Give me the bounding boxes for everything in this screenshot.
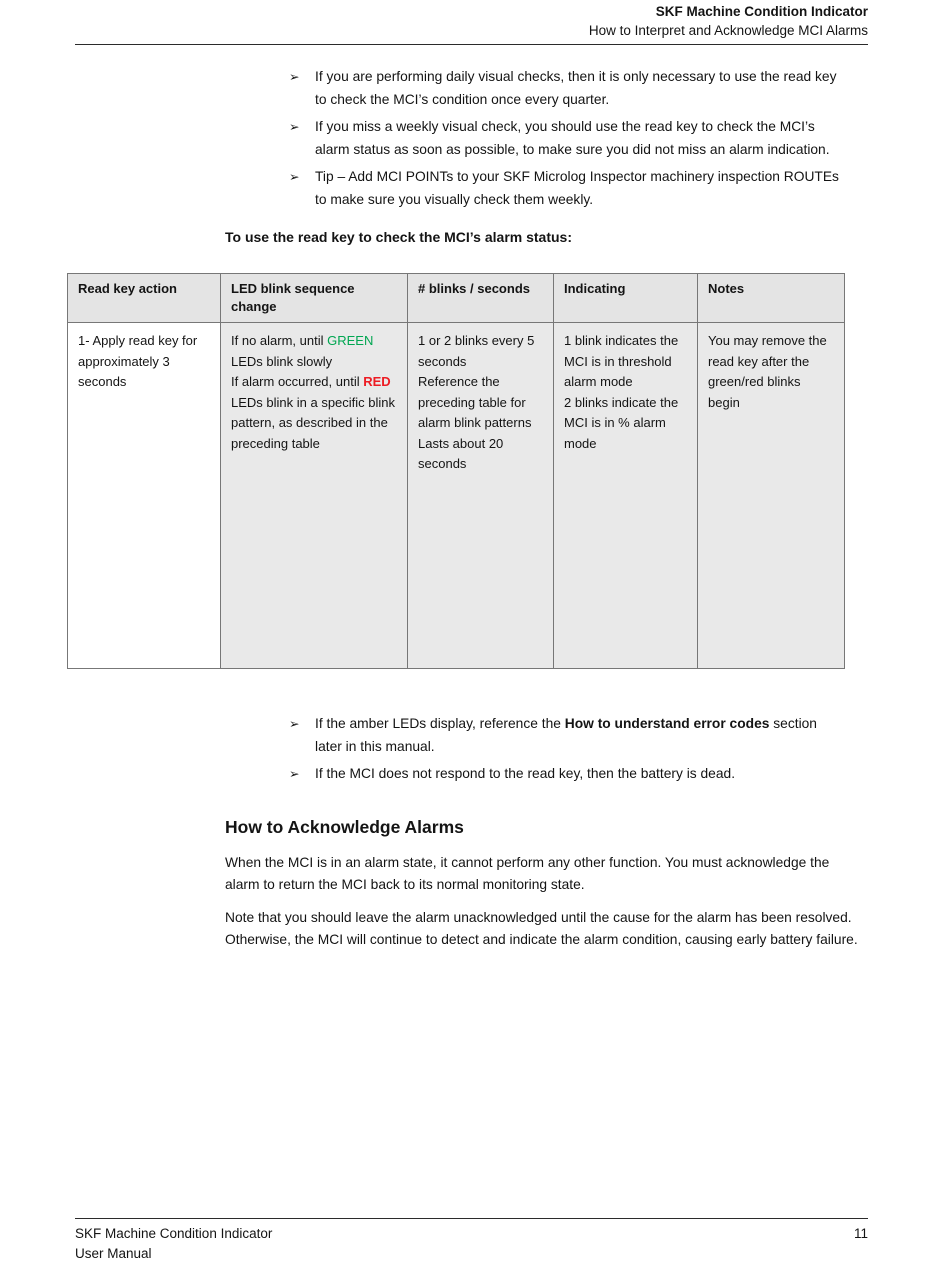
red-led-label: RED (363, 374, 391, 389)
cell-blinks-seconds (408, 323, 554, 669)
col-header-led-blink-sequence: LED blink sequence change (221, 274, 408, 323)
cell-notes (698, 323, 845, 669)
page-footer (75, 1218, 868, 1264)
footer-left (75, 1224, 272, 1264)
table-intro-heading: To use the read key to check the MCI’s alarm status: (225, 229, 572, 245)
section-heading-acknowledge-alarms: How to Acknowledge Alarms (225, 816, 464, 837)
led-alarm-text: LEDs blink in a specific blink pattern, as described in the preceding table (231, 394, 396, 451)
page-number: 11 (853, 1226, 868, 1241)
header-subtitle: How to Interpret and Acknowledge MCI Alarms (588, 23, 868, 38)
led-alarm-text: If alarm occurred, until (231, 374, 364, 389)
footer-subtitle: User Manual (75, 1246, 152, 1261)
bullet-text-part: section later in this manual. (315, 716, 817, 754)
body-paragraph: When the MCI is in an alarm state, it cannot perform any other function. You must acknowledge the alarm to return the MCI back to its normal monitoring state. (225, 854, 830, 892)
footer-title: SKF Machine Condition Indicator (75, 1226, 273, 1241)
bullet-item (287, 763, 843, 786)
bullet-text: If the MCI does not respond to the read key, then the battery is dead. (315, 766, 736, 781)
arrow-bullet-icon: ➢ (289, 70, 300, 84)
col-header-indicating: Indicating (554, 274, 698, 323)
table-header-row (68, 274, 845, 323)
cell-text (231, 372, 397, 454)
col-header-blinks-seconds: # blinks / seconds (408, 274, 554, 323)
bullet-item (287, 713, 843, 758)
cell-indicating (554, 323, 698, 669)
arrow-bullet-icon: ➢ (289, 717, 300, 731)
cell-text: You may remove the read key after the green/red blinks begin (708, 333, 827, 410)
cell-read-key-action (68, 323, 221, 669)
col-header-read-key-action: Read key action (68, 274, 221, 323)
bullet-text: If you are performing daily visual checks, then it is only necessary to use the read key to check the MCI’s condition once every quarter. (315, 69, 837, 107)
cell-text: 1 blink indicates the MCI is in threshold alarm mode (564, 333, 679, 389)
bullet-text (315, 716, 817, 754)
cell-led-blink-sequence (221, 323, 408, 669)
page-content (0, 60, 950, 952)
cell-text: 1- Apply read key for approximately 3 seconds (78, 333, 198, 389)
cell-text: Lasts about 20 seconds (418, 435, 504, 471)
body-paragraph: Note that you should leave the alarm unacknowledged until the cause for the alarm has been resolved. Otherwise, the MCI will continue to detect and indicate the alarm condition, causing early battery failure. (225, 909, 858, 947)
arrow-bullet-icon: ➢ (289, 767, 300, 781)
bullet-item (287, 66, 843, 111)
bullet-text-part: If the amber LEDs display, reference the (315, 716, 565, 731)
led-no-alarm-text: If no alarm, until (231, 333, 328, 348)
table-row (68, 323, 845, 669)
bullet-text: If you miss a weekly visual check, you should use the read key to check the MCI’s alarm status as soon as possible, to make sure you did not miss an alarm indication. (315, 119, 830, 157)
error-codes-section-reference: How to understand error codes (564, 716, 770, 731)
bullet-list-top (287, 66, 843, 211)
header-title: SKF Machine Condition Indicator (655, 4, 868, 19)
arrow-bullet-icon: ➢ (289, 170, 300, 184)
arrow-bullet-icon: ➢ (289, 120, 300, 134)
led-no-alarm-text: LEDs blink slowly (231, 353, 333, 369)
green-led-label: GREEN (327, 333, 374, 348)
bullet-list-bottom (287, 713, 843, 786)
alarm-status-table (67, 273, 845, 669)
cell-text (231, 331, 397, 372)
page-header (75, 3, 868, 45)
bullet-item (287, 166, 843, 211)
bullet-text: Tip – Add MCI POINTs to your SKF Microlog Inspector machinery inspection ROUTEs to make sure you visually check them weekly. (315, 169, 839, 207)
bullet-item (287, 116, 843, 161)
cell-text: 1 or 2 blinks every 5 seconds (418, 333, 535, 369)
col-header-notes: Notes (698, 274, 845, 323)
cell-text: 2 blinks indicate the MCI is in % alarm mode (564, 394, 679, 451)
cell-text: Reference the preceding table for alarm blink patterns (418, 374, 532, 430)
